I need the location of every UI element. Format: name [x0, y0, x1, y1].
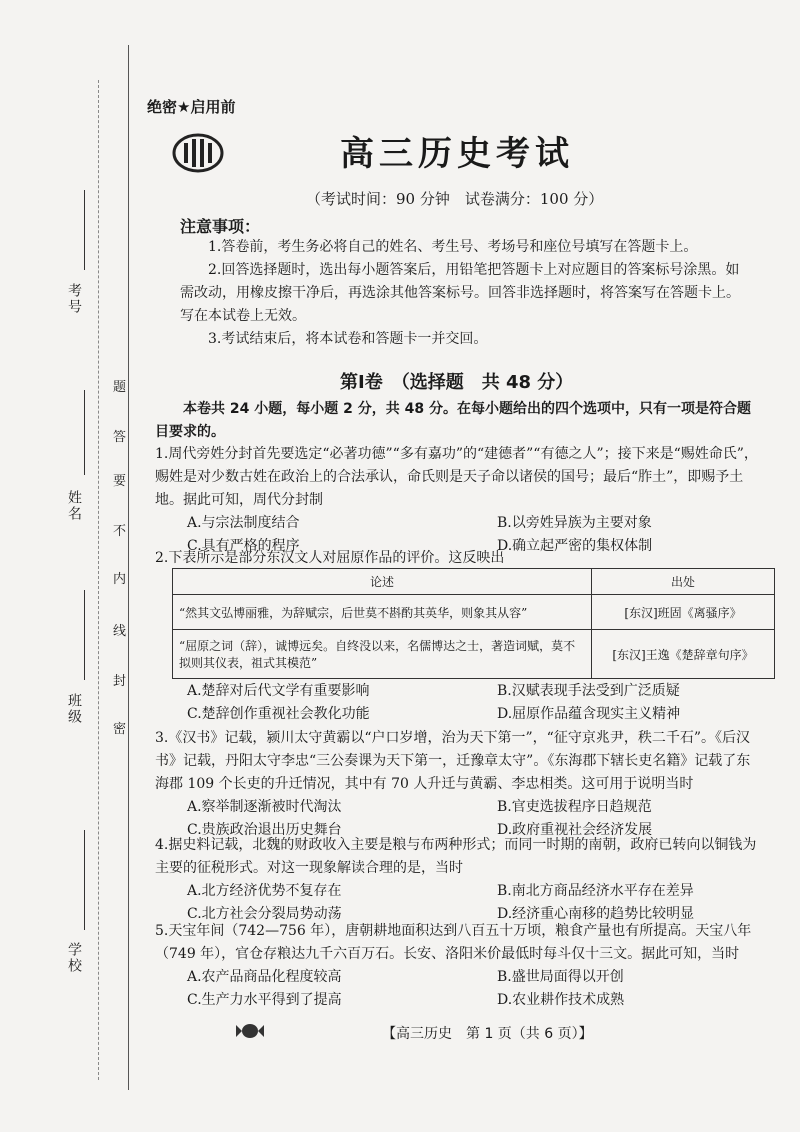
exam-no-field[interactable] — [84, 190, 85, 270]
section-title: 第Ⅰ卷 （选择题 共 48 分） — [340, 372, 574, 393]
option-c[interactable]: C.北方社会分裂局势动荡 — [187, 906, 342, 922]
binding-notice-char: 答 — [113, 430, 127, 445]
table-header-cell: 论述 — [173, 569, 592, 595]
table-header-row — [173, 569, 775, 595]
school-label: 学校 — [66, 942, 82, 974]
option-a[interactable]: A.与宗法制度结合 — [187, 515, 300, 531]
table-cell-source: [东汉]王逸《楚辞章句序》 — [592, 630, 775, 679]
option-d[interactable]: D.确立起严密的集权体制 — [497, 538, 653, 554]
question-5 — [155, 920, 760, 1012]
class-field[interactable] — [84, 590, 85, 680]
notes-title: 注意事项： — [180, 217, 261, 236]
option-a[interactable]: A.农产品商品化程度较高 — [187, 969, 342, 985]
binding-cut-line — [98, 80, 99, 1080]
binding-notice-char: 内 — [113, 572, 127, 587]
section-intro: 本卷共 24 小题，每小题 2 分，共 48 分。在每小题给出的四个选项中，只有一项是符合题目要求的。 — [155, 401, 751, 440]
table-cell-text: “屈原之词（辞），诚博远矣。自终没以来，名儒博达之士，著造词赋，莫不拟则其仪表，祖式其模范” — [173, 630, 592, 679]
option-c[interactable]: C.具有严格的程序 — [187, 538, 300, 554]
question-2 — [155, 547, 760, 570]
option-b[interactable]: B.盛世局面得以开创 — [497, 969, 624, 985]
page-title: 高三历史考试 — [340, 134, 574, 174]
question-1 — [155, 443, 760, 558]
binding-notice-char: 线 — [113, 624, 127, 639]
table-row — [173, 630, 775, 679]
question-stem: 5.天宝年间（742—756 年），唐朝耕地面积达到八百五十万顷，粮食产量也有所提高。天宝八年（749 年），官仓存粮达九千六百万石。长安、洛阳米价最低时每斗仅十三文。据此可知，当时 — [155, 923, 752, 962]
evaluation-table — [172, 568, 775, 679]
option-a[interactable]: A.察举制逐渐被时代淘汰 — [187, 799, 342, 815]
class-label: 班级 — [66, 693, 82, 725]
option-a[interactable]: A.楚辞对后代文学有重要影响 — [187, 683, 370, 699]
option-d[interactable]: D.屈原作品蕴含现实主义精神 — [497, 706, 681, 722]
binding-notice-char: 密 — [113, 722, 127, 737]
option-c[interactable]: C.楚辞创作重视社会教化功能 — [187, 706, 370, 722]
binding-strip — [0, 0, 130, 1132]
note-item: 1.答卷前，考生务必将自己的姓名、考生号、考场号和座位号填写在答题卡上。 — [208, 239, 698, 255]
binding-notice-char: 题 — [113, 380, 127, 395]
exam-info: （考试时间：90 分钟 试卷满分：100 分） — [306, 190, 604, 208]
option-b[interactable]: B.南北方商品经济水平存在差异 — [497, 883, 694, 899]
note-item: 3.考试结束后，将本试卷和答题卡一并交回。 — [208, 331, 488, 347]
table-cell-source: [东汉]班固《离骚序》 — [592, 595, 775, 630]
binding-notice-char: 要 — [113, 474, 127, 489]
question-stem: 4.据史料记载，北魏的财政收入主要是粮与布两种形式；而同一时期的南朝，政府已转向以铜钱为主要的征税形式。对这一现象解读合理的是，当时 — [155, 837, 757, 876]
table-cell-text: “然其文弘博丽雅，为辞赋宗，后世莫不斟酌其英华，则象其从容” — [173, 595, 592, 630]
binding-margin-line — [128, 45, 129, 1090]
question-stem: 3.《汉书》记载，颍川太守黄霸以“户口岁增，治为天下第一”，“征守京兆尹，秩二千石”。《后汉书》记载，丹阳太守李忠“三公奏课为天下第一，迁豫章太守”。《东海郡下辖长吏名籍》记载了东海郡 109 个长吏的升迁情况，其中有 70 人升迁与黄霸、李忠相类。这可用于说明当时 — [155, 730, 751, 792]
option-c[interactable]: C.贵族政治退出历史舞台 — [187, 822, 342, 838]
option-d[interactable]: D.政府重视社会经济发展 — [497, 822, 653, 838]
option-d[interactable]: D.农业耕作技术成熟 — [497, 992, 625, 1008]
option-d[interactable]: D.经济重心南移的趋势比较明显 — [497, 906, 695, 922]
name-label: 姓名 — [66, 490, 82, 522]
table-header-cell: 出处 — [592, 569, 775, 595]
option-b[interactable]: B.以旁姓异族为主要对象 — [497, 515, 652, 531]
confidential-mark: 绝密★启用前 — [147, 98, 236, 116]
binding-notice-char: 封 — [113, 674, 127, 689]
table-row — [173, 595, 775, 630]
page-footer: 【高三历史 第 1 页（共 6 页）】 — [382, 1026, 593, 1042]
option-b[interactable]: B.官吏选拔程序日趋规范 — [497, 799, 652, 815]
option-c[interactable]: C.生产力水平得到了提高 — [187, 992, 342, 1008]
exam-logo-icon — [172, 133, 224, 173]
name-field[interactable] — [84, 390, 85, 475]
school-field[interactable] — [84, 830, 85, 930]
question-4 — [155, 834, 760, 926]
binding-notice-char: 不 — [113, 524, 127, 539]
option-b[interactable]: B.汉赋表现手法受到广泛质疑 — [497, 683, 680, 699]
exam-no-label: 考号 — [66, 283, 82, 315]
question-stem: 2.下表所示是部分东汉文人对屈原作品的评价。这反映出 — [155, 550, 505, 566]
question-2-options — [155, 680, 760, 726]
note-item: 2.回答选择题时，选出每小题答案后，用铅笔把答题卡上对应题目的答案标号涂黑。如需改动，用橡皮擦干净后，再选涂其他答案标号。回答非选择题时，将答案写在答题卡上。写在本试卷上无效。 — [180, 262, 740, 324]
candy-icon — [236, 1020, 264, 1042]
question-3 — [155, 727, 760, 842]
question-stem: 1.周代旁姓分封首先要选定“必著功德”“多有嘉功”的“建德者”“有德之人”；接下来是“赐姓命氏”，赐姓是对少数古姓在政治上的合法承认，命氏则是天子命以诸侯的国号；最后“胙土”，即赐予土地。据此可知，周代分封制 — [155, 446, 758, 508]
notes-list — [180, 236, 745, 351]
option-a[interactable]: A.北方经济优势不复存在 — [187, 883, 342, 899]
